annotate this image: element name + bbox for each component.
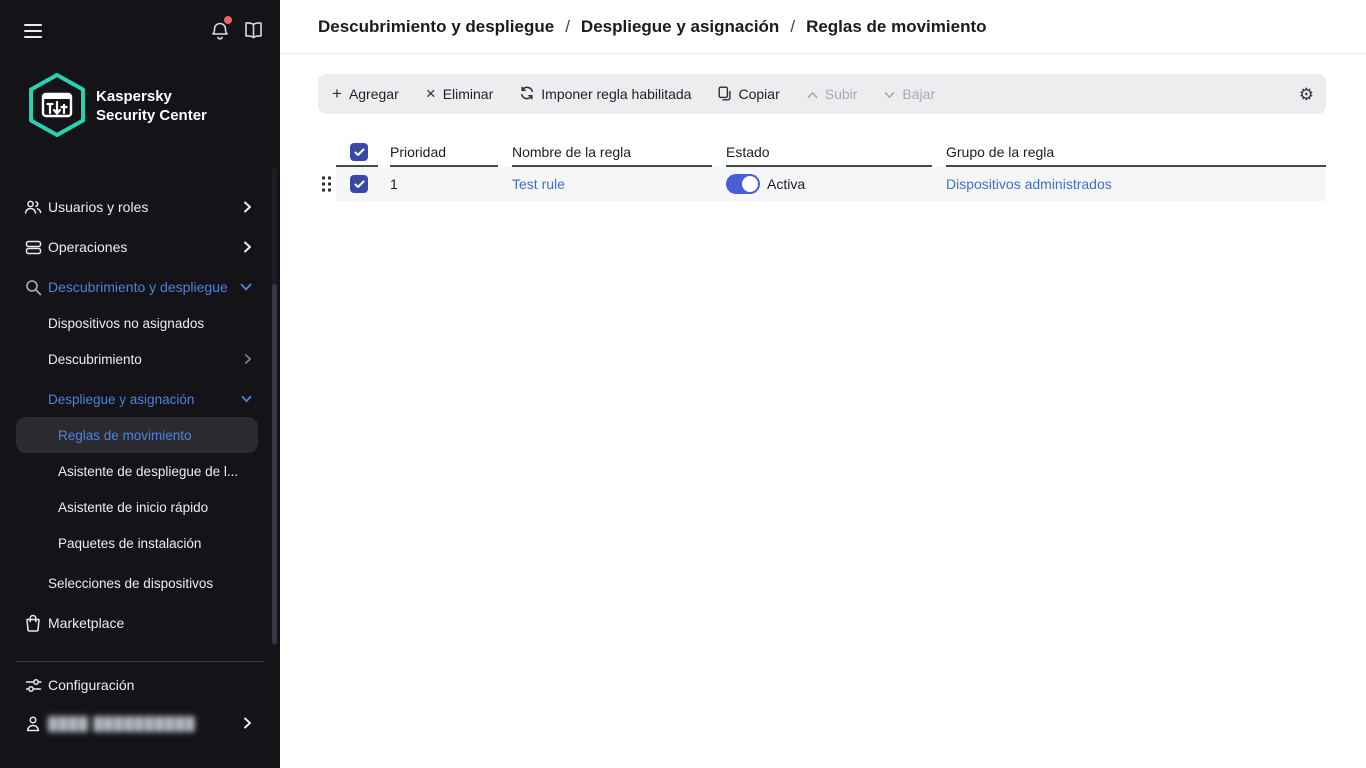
select-all-checkbox[interactable] [350, 143, 368, 161]
breadcrumb [318, 17, 987, 37]
page-header [280, 0, 1366, 54]
kaspersky-logo-icon [26, 72, 88, 143]
rule-group-link[interactable]: Dispositivos administrados [946, 176, 1112, 192]
chevron-right-icon [244, 354, 252, 365]
sidebar-item-marketplace[interactable]: Marketplace [0, 603, 280, 643]
sidebar [0, 0, 280, 768]
breadcrumb-item-despliegue-y-asignacion[interactable]: Despliegue y asignación [580, 16, 780, 36]
sidebar-item-user-account[interactable] [0, 704, 280, 742]
sidebar-item-paquetes-de-instalacion[interactable]: Paquetes de instalación [58, 535, 202, 551]
sidebar-divider [16, 661, 264, 662]
breadcrumb-separator: / [790, 16, 796, 36]
column-header-nombre[interactable]: Nombre de la regla [512, 137, 726, 167]
breadcrumb-separator: / [565, 16, 570, 36]
rule-status-toggle[interactable] [726, 174, 760, 194]
toolbar [318, 74, 1326, 114]
move-down-button[interactable]: Bajar [884, 86, 935, 102]
table-header-row [318, 137, 1326, 167]
plus-icon: + [332, 84, 342, 103]
delete-button[interactable]: × Eliminar [425, 84, 494, 103]
sidebar-item-descubrimiento-y-despliegue[interactable]: Descubrimiento y despliegue [0, 267, 280, 307]
brand-title: Kaspersky Security Center [96, 88, 207, 124]
sliders-icon [24, 676, 42, 694]
users-icon [24, 198, 42, 216]
sidebar-item-dispositivos-no-asignados[interactable]: Dispositivos no asignados [48, 315, 205, 331]
sidebar-item-configuracion[interactable]: Configuración [0, 666, 280, 704]
chevron-down-icon [240, 283, 252, 292]
chevron-right-icon [243, 241, 252, 253]
sidebar-item-usuarios-y-roles[interactable]: Usuarios y roles [0, 187, 280, 227]
move-up-button[interactable]: Subir [807, 86, 858, 102]
documentation-book-icon[interactable] [244, 21, 263, 44]
rules-table [318, 137, 1326, 201]
chevron-right-icon [243, 201, 252, 213]
menu-icon[interactable] [24, 24, 42, 38]
copy-button[interactable]: Copiar [718, 86, 779, 103]
cell-priority: 1 [390, 176, 398, 192]
add-button[interactable]: + Agregar [332, 84, 399, 103]
rule-status-label: Activa [767, 176, 806, 192]
sidebar-item-reglas-de-movimiento[interactable]: Reglas de movimiento [0, 417, 280, 453]
sidebar-item-asistente-de-inicio-rapido[interactable]: Asistente de inicio rápido [58, 499, 209, 515]
refresh-icon [520, 86, 534, 102]
notifications-bell-icon[interactable] [211, 21, 229, 46]
sidebar-item-descubrimiento[interactable]: Descubrimiento [0, 341, 280, 377]
column-header-prioridad[interactable]: Prioridad [390, 137, 512, 167]
sidebar-item-despliegue-y-asignacion[interactable]: Despliegue y asignación [0, 379, 280, 419]
sidebar-scrollbar-thumb[interactable] [272, 284, 277, 644]
column-header-grupo[interactable]: Grupo de la regla [946, 137, 1326, 167]
sidebar-item-operaciones[interactable]: Operaciones [0, 227, 280, 267]
chevron-down-icon [241, 395, 252, 403]
sidebar-item-asistente-de-despliegue[interactable]: Asistente de despliegue de l... [58, 463, 239, 479]
row-checkbox[interactable] [350, 175, 368, 193]
copy-icon [718, 86, 731, 103]
chevron-up-icon [807, 87, 818, 101]
table-row [318, 167, 1326, 201]
rule-name-link[interactable]: Test rule [512, 176, 565, 192]
user-icon [24, 714, 42, 732]
sidebar-item-selecciones-de-dispositivos[interactable]: Selecciones de dispositivos [48, 575, 214, 591]
search-icon [24, 278, 42, 296]
breadcrumb-item-descubrimiento-y-despliegue[interactable]: Descubrimiento y despliegue [318, 16, 555, 36]
column-header-estado[interactable]: Estado [726, 137, 946, 167]
chevron-down-icon [884, 87, 895, 101]
column-settings-gear-icon[interactable]: ⚙ [1298, 84, 1314, 104]
breadcrumb-item-reglas-de-movimiento: Reglas de movimiento [806, 16, 987, 36]
enforce-rule-button[interactable]: Imponer regla habilitada [520, 86, 691, 102]
close-icon: × [425, 84, 436, 103]
chevron-right-icon [243, 717, 252, 729]
drag-handle-icon[interactable] [321, 176, 333, 193]
main-content [280, 0, 1366, 768]
notification-dot [224, 16, 232, 24]
username-redacted: ████ ██████████ [48, 715, 196, 731]
operations-icon [24, 238, 42, 256]
bag-icon [24, 614, 42, 632]
